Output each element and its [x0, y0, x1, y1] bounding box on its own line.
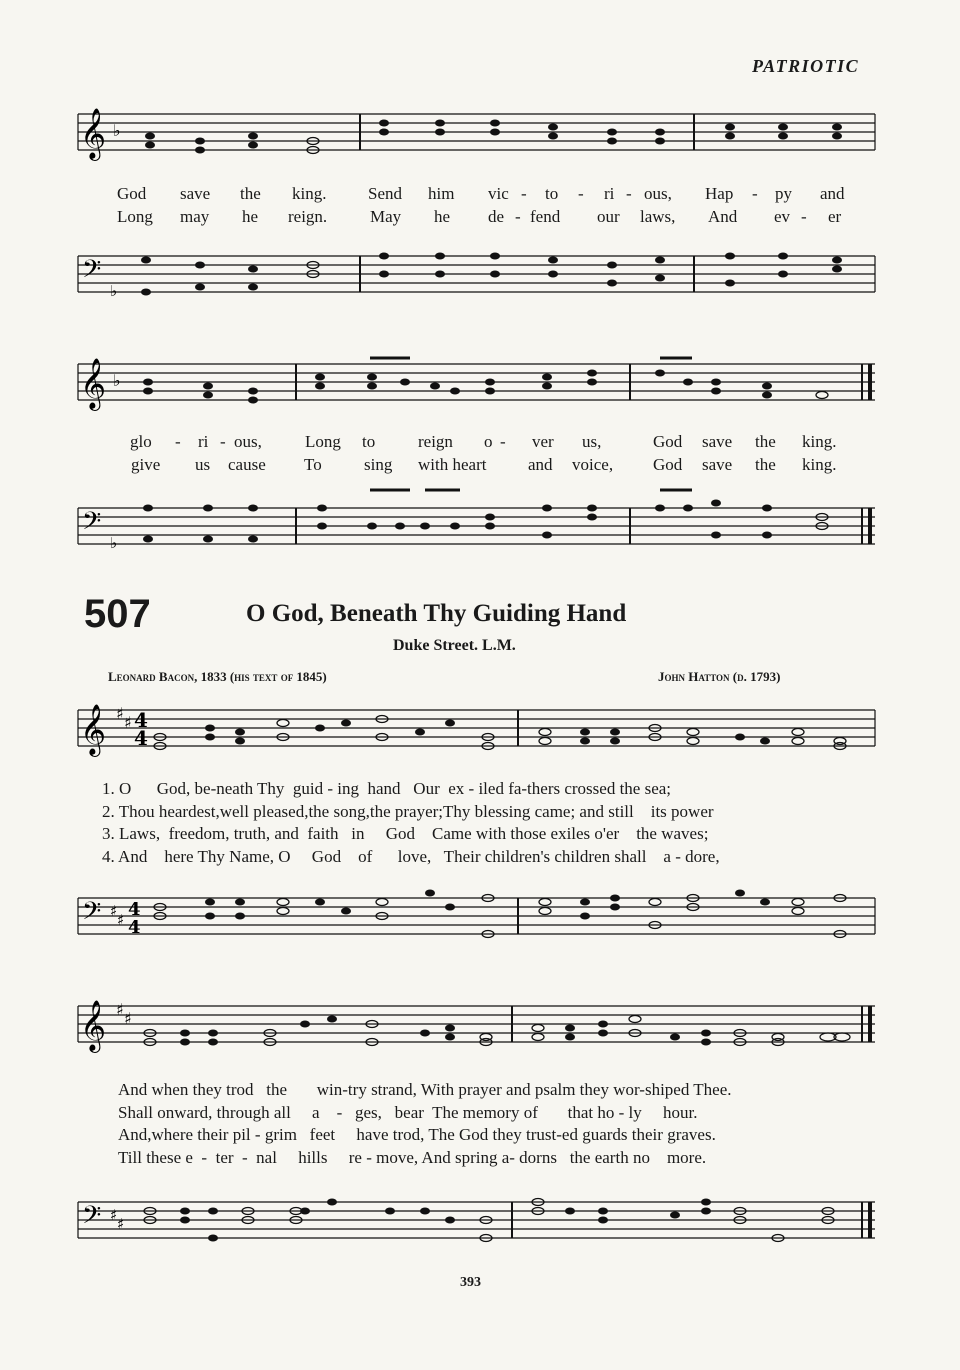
treble-staff-system-2 — [0, 350, 960, 420]
svg-text:♭: ♭ — [113, 121, 121, 140]
treble-staff-system-1 — [0, 100, 960, 170]
verse-line: 4. And here Thy Name, O God of love, Their children's children shall a - dore, — [102, 847, 720, 867]
hymn-title: O God, Beneath Thy Guiding Hand — [246, 600, 627, 627]
section-heading: PATRIOTIC — [752, 56, 860, 76]
svg-text:𝄞: 𝄞 — [80, 358, 107, 409]
composer-credit: John Hatton (d. 1793) — [658, 669, 781, 684]
treble-staff-system-4 — [0, 992, 960, 1072]
svg-text:4: 4 — [128, 917, 141, 938]
svg-text:♯: ♯ — [124, 713, 132, 732]
bass-staff-system-3 — [0, 888, 960, 958]
svg-text:𝄢: 𝄢 — [82, 1201, 102, 1236]
svg-text:4: 4 — [134, 726, 148, 750]
lyric-line-2-2: give us cause To sing with heart and voice, God save the king. — [131, 455, 837, 474]
verse-line: 2. Thou heardest,well pleased,the song,the prayer;Thy blessing came; and still its power — [102, 801, 714, 821]
svg-text:♯: ♯ — [124, 1009, 132, 1028]
bass-staff-system-2 — [0, 494, 960, 574]
svg-text:𝄢: 𝄢 — [82, 255, 102, 290]
verse-block-b — [118, 1080, 898, 1171]
treble-staff-system-3 — [0, 696, 960, 776]
svg-text:♯: ♯ — [116, 1000, 124, 1019]
svg-text:4: 4 — [134, 708, 148, 732]
verse-line: Shall onward, through all a - ges, bear The memory of that ho - ly hour. — [118, 1102, 698, 1122]
svg-text:♭: ♭ — [110, 282, 118, 300]
tune-name: Duke Street. L.M. — [393, 637, 516, 654]
verse-line: Till these e - ter - nal hills re - move, And spring a- dorns the earth no more. — [118, 1148, 707, 1168]
svg-text:𝄞: 𝄞 — [80, 1000, 107, 1051]
svg-text:♯: ♯ — [110, 902, 118, 920]
svg-text:𝄢: 𝄢 — [82, 507, 102, 542]
svg-text:♯: ♯ — [110, 1206, 118, 1224]
verse-line: And when they trod the win-try strand, With prayer and psalm they wor-shiped Thee. — [118, 1080, 732, 1099]
svg-text:𝄞: 𝄞 — [80, 704, 107, 755]
verse-line: And,where their pil - grim feet have trod, The God they trust-ed guards their graves. — [118, 1125, 716, 1145]
page-number: 393 — [460, 1275, 481, 1290]
author-credit: Leonard Bacon, 1833 (his text of 1845) — [108, 669, 327, 684]
svg-text:𝄞: 𝄞 — [80, 108, 107, 159]
svg-text:𝄢: 𝄢 — [82, 897, 102, 932]
svg-text:♯: ♯ — [117, 1215, 125, 1233]
verse-line: 1. O God, be-neath Thy guid - ing hand Our ex - iled fa-thers crossed the sea; — [102, 779, 672, 798]
bass-staff-system-1 — [0, 246, 960, 316]
svg-text:♭: ♭ — [113, 371, 121, 390]
lyric-line-2-1: glo - ri - ous, Long to reign o - ver us, God save the king. — [130, 432, 837, 451]
verse-block-a — [102, 779, 882, 870]
bass-staff-system-4 — [0, 1188, 960, 1268]
svg-text:♯: ♯ — [117, 911, 125, 929]
svg-text:♭: ♭ — [110, 534, 118, 552]
svg-text:♯: ♯ — [116, 704, 124, 723]
lyric-line-1-1: God save the king. Send him vic - to - ri - ous, Hap - py and — [117, 184, 845, 203]
hymn-number: 507 — [84, 592, 151, 636]
lyric-line-1-2: Long may he reign. May he de - fend our laws, And ev - er — [117, 207, 842, 226]
verse-line: 3. Laws, freedom, truth, and faith in God Came with those exiles o'er the waves; — [102, 824, 709, 844]
svg-text:4: 4 — [128, 899, 141, 920]
